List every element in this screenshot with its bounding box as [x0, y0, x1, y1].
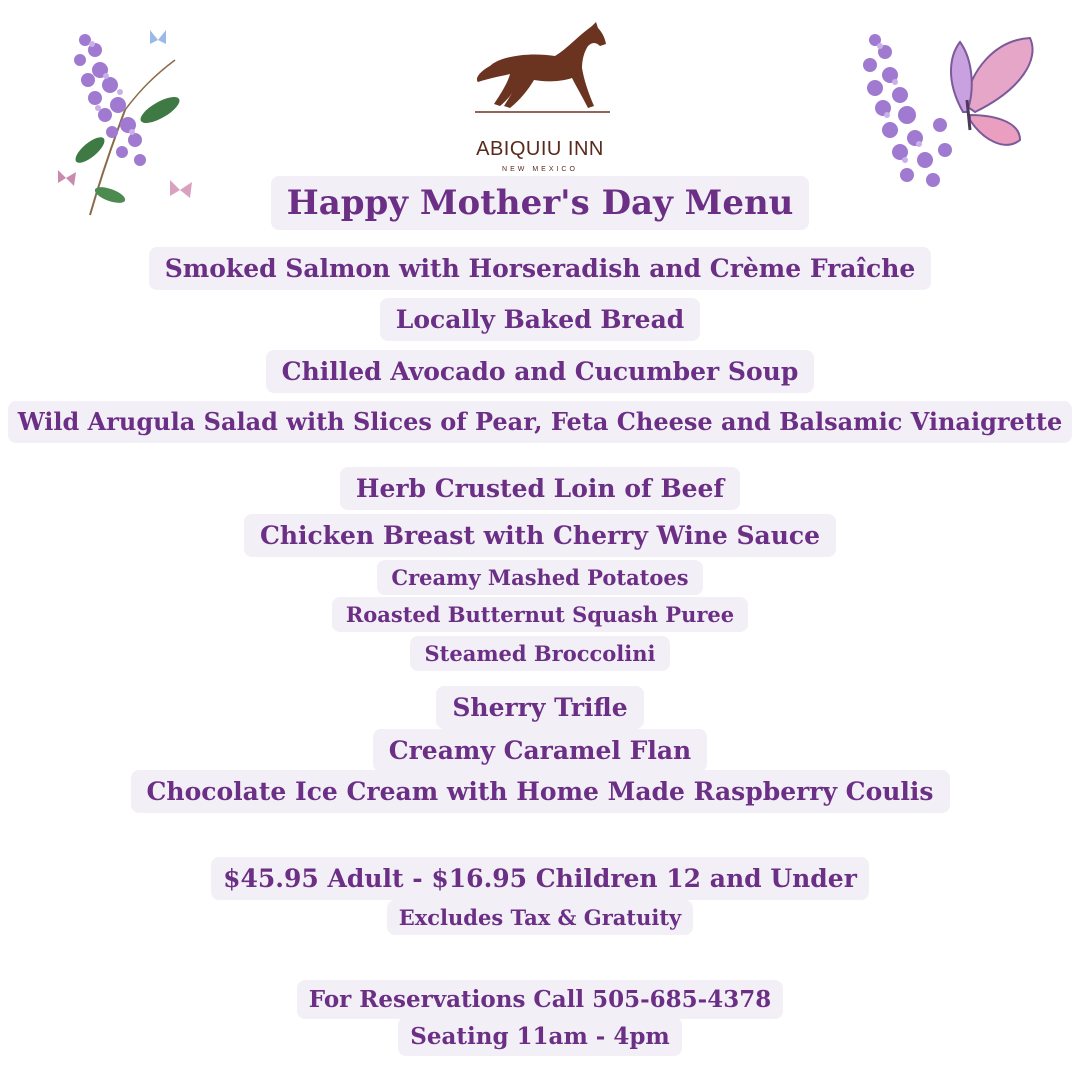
menu-item: Creamy Mashed Potatoes — [377, 560, 702, 595]
menu-item: Creamy Caramel Flan — [373, 729, 708, 772]
brand-location: NEW MEXICO — [502, 166, 578, 173]
reservation-text: For Reservations Call 505-685-4378 — [297, 980, 783, 1019]
menu-item: Chocolate Ice Cream with Home Made Raspberry Coulis — [131, 770, 950, 813]
menu-title: Happy Mother's Day Menu — [271, 176, 810, 230]
menu-item: Roasted Butternut Squash Puree — [332, 597, 748, 632]
horse-icon — [460, 18, 620, 118]
menu-item: Smoked Salmon with Horseradish and Crème Fraîche — [149, 247, 932, 290]
tax-note: Excludes Tax & Gratuity — [387, 900, 694, 935]
menu-item: Chilled Avocado and Cucumber Soup — [266, 350, 815, 393]
menu-item: Chicken Breast with Cherry Wine Sauce — [244, 514, 836, 557]
seating-text: Seating 11am - 4pm — [398, 1017, 682, 1056]
menu-item: Steamed Broccolini — [410, 636, 669, 671]
menu-item: Herb Crusted Loin of Beef — [340, 467, 740, 510]
logo — [460, 18, 620, 173]
menu-item: Locally Baked Bread — [380, 298, 701, 341]
menu-item: Sherry Trifle — [436, 686, 643, 729]
menu-item: Wild Arugula Salad with Slices of Pear, Feta Cheese and Balsamic Vinaigrette — [8, 401, 1072, 443]
price-text: $45.95 Adult - $16.95 Children 12 and Under — [211, 857, 869, 900]
brand-name: ABIQUIU INN — [476, 138, 604, 160]
